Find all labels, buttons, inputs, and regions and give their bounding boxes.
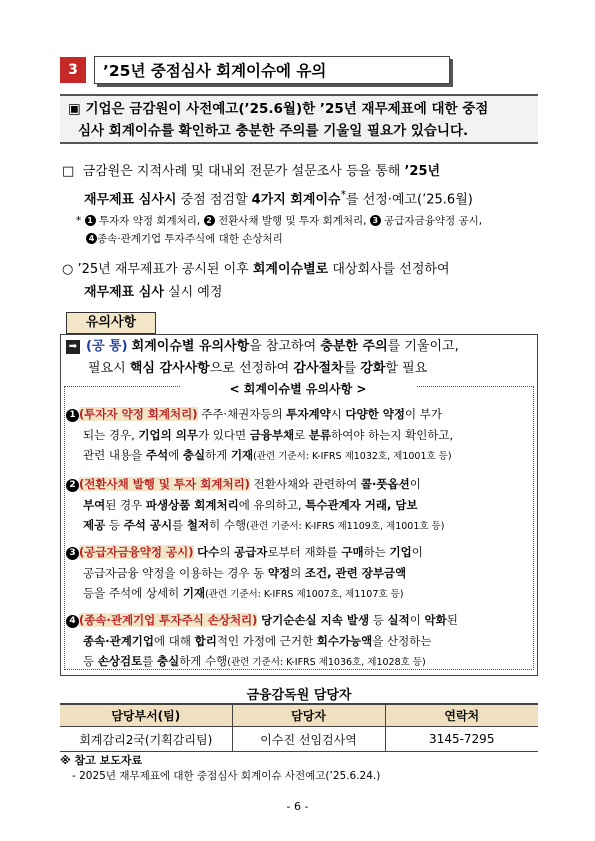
text: 기재 <box>182 586 206 600</box>
text: 공급자 <box>234 545 268 559</box>
text: 에 대해 <box>154 633 195 648</box>
number-2-icon: 2 <box>66 479 79 492</box>
text: 회계이슈별 유의사항 <box>131 339 250 354</box>
text: 특수관계자 거래, 담보 <box>305 497 418 512</box>
text: 공급자금융 약정을 이용하는 경우 동 <box>83 565 268 580</box>
paragraph-review-plan <box>62 258 542 304</box>
text: 에 <box>168 448 183 462</box>
text: 충실 <box>156 654 180 668</box>
issues-title: < 회계이슈별 유의사항 > <box>180 380 416 397</box>
table-cell: 회계감리2국(기획감리팀) <box>60 727 232 752</box>
text: 를 <box>172 518 187 532</box>
reference-standard: (관련 기준서: K-IFRS 제1109호, 제1001호 등) <box>246 521 445 532</box>
text: 당기순손실 지속 발생 <box>261 613 370 627</box>
caution-lead <box>66 336 536 380</box>
reference-item: - 2025년 재무제표에 대한 중점심사 회계이슈 사전예고(’25.6.24.) <box>72 770 381 782</box>
text: 강화 <box>360 361 386 376</box>
text: 주주·채권자등의 <box>197 407 287 421</box>
text: 시 <box>330 407 346 421</box>
text: 구매 <box>341 545 364 559</box>
text: 등 <box>369 613 388 627</box>
text: 실시 예정 <box>168 285 223 300</box>
contact-table <box>60 703 538 752</box>
text: 하게 <box>205 448 231 462</box>
text: 필요시 <box>88 361 126 376</box>
text: 조건, 관련 장부금액 <box>304 565 407 580</box>
text: 하여야 하는지 확인하고, <box>331 427 454 442</box>
reference-standard: (관련 기준서: K-IFRS 제1036호, 제1028호 등) <box>227 657 426 668</box>
text: 로 <box>294 427 309 442</box>
text: 등을 주석에 상세히 <box>83 586 183 600</box>
text: 약정 <box>267 565 291 580</box>
text: 이 <box>409 477 421 491</box>
issue-heading: (투자자 약정 회계처리) <box>79 407 198 421</box>
text: 대상회사를 선정하여 <box>332 262 450 277</box>
text: 합리 <box>194 633 217 648</box>
issue-item-3 <box>66 542 534 606</box>
text: 이 <box>409 613 425 627</box>
text: ’25년 재무제표가 공시된 이후 <box>77 262 249 277</box>
issue-heading: (종속·관계기업 투자주식 손상처리) <box>79 613 258 627</box>
text: 기업 <box>389 545 412 559</box>
column-header: 연락처 <box>385 704 538 727</box>
issue-heading: (전환사채 발행 및 투자 회계처리) <box>79 477 250 491</box>
text: 기재 <box>230 448 254 462</box>
text: 에 유의하고, <box>238 497 306 512</box>
text: 로부터 재화를 <box>267 545 342 559</box>
number-3-icon: 3 <box>66 547 79 560</box>
text: 금융부채 <box>249 427 295 442</box>
footnote-star: * <box>76 215 82 227</box>
text: 관련 내용을 <box>83 448 146 462</box>
summary-line-2: 심사 회계이슈를 확인하고 충분한 주의를 기울일 필요가 있습니다. <box>78 123 469 139</box>
text: 금감원은 지적사례 및 대내외 전문가 설문조사 등을 통해 <box>82 164 401 179</box>
text: 등 <box>105 518 124 532</box>
text: 공급자금융약정 공시, <box>384 215 483 227</box>
text: 충분한 주의 <box>320 339 388 354</box>
number-4-icon: 4 <box>86 233 97 244</box>
text: 주석 <box>145 448 169 462</box>
text: 으로 선정하여 <box>209 361 290 376</box>
text: 를 기울이고, <box>387 339 459 354</box>
text: 적인 가정에 근거한 <box>216 633 317 648</box>
text: 기업의 의무 <box>138 427 198 442</box>
text: 할 필요 <box>385 361 428 376</box>
issue-item-2 <box>66 474 534 538</box>
number-2-icon: 2 <box>204 215 215 226</box>
text: 회계이슈별로 <box>252 262 329 277</box>
summary-line-1: 기업은 금감원이 사전예고(’25.6월)한 ’25년 재무제표에 대한 중점 <box>85 101 489 117</box>
text: 되는 경우, <box>83 427 139 442</box>
text: 된 경우 <box>105 497 146 512</box>
footnote-star: * <box>340 188 346 201</box>
text: 가 있다면 <box>197 427 250 442</box>
text: 전환사채 발행 및 투자 회계처리, <box>217 215 367 227</box>
text: 재무제표 심사 <box>84 285 164 300</box>
number-3-icon: 3 <box>370 215 381 226</box>
text: 투자계약 <box>286 407 331 421</box>
text: 의 <box>290 565 305 580</box>
summary-box <box>60 94 538 144</box>
text: 하는 <box>363 545 390 559</box>
text: 투자자 약정 회계처리, <box>98 215 201 227</box>
table-header-row <box>60 704 538 727</box>
text: 핵심 감사사항 <box>129 361 210 376</box>
table-row <box>60 727 538 752</box>
text: 재무제표 심사시 <box>84 192 177 208</box>
text: 부여 <box>83 497 106 512</box>
arrow-right-icon: ➡ <box>66 340 80 354</box>
section-number: 3 <box>60 57 86 83</box>
caution-tab: 유의사항 <box>66 312 156 334</box>
text: 감사절차 <box>293 361 344 376</box>
text: 이 부가 <box>405 407 442 421</box>
text: 다양한 약정 <box>345 407 405 421</box>
bullet-square: □ <box>62 164 75 179</box>
text: 된 <box>446 613 458 627</box>
text: 회수가능액 <box>316 633 373 648</box>
text: 콜·풋옵션 <box>360 477 410 491</box>
text: 히 수행 <box>209 518 247 532</box>
text: 철저 <box>186 518 210 532</box>
text: 를 <box>142 654 157 668</box>
text: 중점 점검할 <box>180 192 248 208</box>
footnote-issues <box>76 212 546 248</box>
text: 종속·관계기업 투자주식에 대한 손상처리 <box>97 233 283 245</box>
section-title: ’25년 중점심사 회계이슈에 유의 <box>94 56 450 84</box>
issue-heading: (공급자금융약정 공시) <box>79 545 194 559</box>
summary-marker: ▣ <box>68 101 81 117</box>
text: 충실 <box>182 448 206 462</box>
text: 손상검토 <box>97 654 143 668</box>
column-header: 담당자 <box>232 704 385 727</box>
text: 실적 <box>387 613 410 627</box>
text: 를 선정·예고(’25.6월) <box>346 192 473 208</box>
text: 등 <box>83 654 98 668</box>
text: 를 <box>343 361 357 376</box>
text: 악화 <box>424 613 447 627</box>
text: 의 <box>219 545 235 559</box>
text: 이 <box>411 545 423 559</box>
text: 을 참고하여 <box>249 339 317 354</box>
number-1-icon: 1 <box>85 215 96 226</box>
text: ’25년 <box>404 164 441 179</box>
reference-standard: (관련 기준서: K-IFRS 제1032호, 제1001호 등) <box>253 451 452 462</box>
issue-item-4 <box>66 610 534 674</box>
text: 하게 수행 <box>179 654 228 668</box>
issue-item-1 <box>66 404 534 468</box>
text: 분류 <box>308 427 332 442</box>
table-cell: 3145-7295 <box>385 727 538 752</box>
contact-title: 금융감독원 담당자 <box>246 688 352 703</box>
text: (공 통) <box>86 339 128 354</box>
text: 다수 <box>197 545 220 559</box>
text: 제공 <box>83 518 106 532</box>
paragraph-fss-selection <box>62 160 542 211</box>
table-cell: 이수진 선임검사역 <box>232 727 385 752</box>
text: 파생상품 회계처리 <box>145 497 239 512</box>
text: 주석 공시 <box>123 518 173 532</box>
bullet-circle: ○ <box>62 262 74 277</box>
number-4-icon: 4 <box>66 615 79 628</box>
number-1-icon: 1 <box>66 409 79 422</box>
text: 을 산정하는 <box>372 633 432 648</box>
text: 4가지 회계이슈 <box>251 192 341 208</box>
page-number: - 6 - <box>286 800 309 813</box>
text: 종속·관계기업 <box>83 633 155 648</box>
reference-title: ※ 참고 보도자료 <box>60 754 143 767</box>
reference-standard: (관련 기준서: K-IFRS 제1007호, 제1107호 등) <box>205 589 404 600</box>
text: 전환사채와 관련하여 <box>249 477 361 491</box>
column-header: 담당부서(팀) <box>60 704 232 727</box>
